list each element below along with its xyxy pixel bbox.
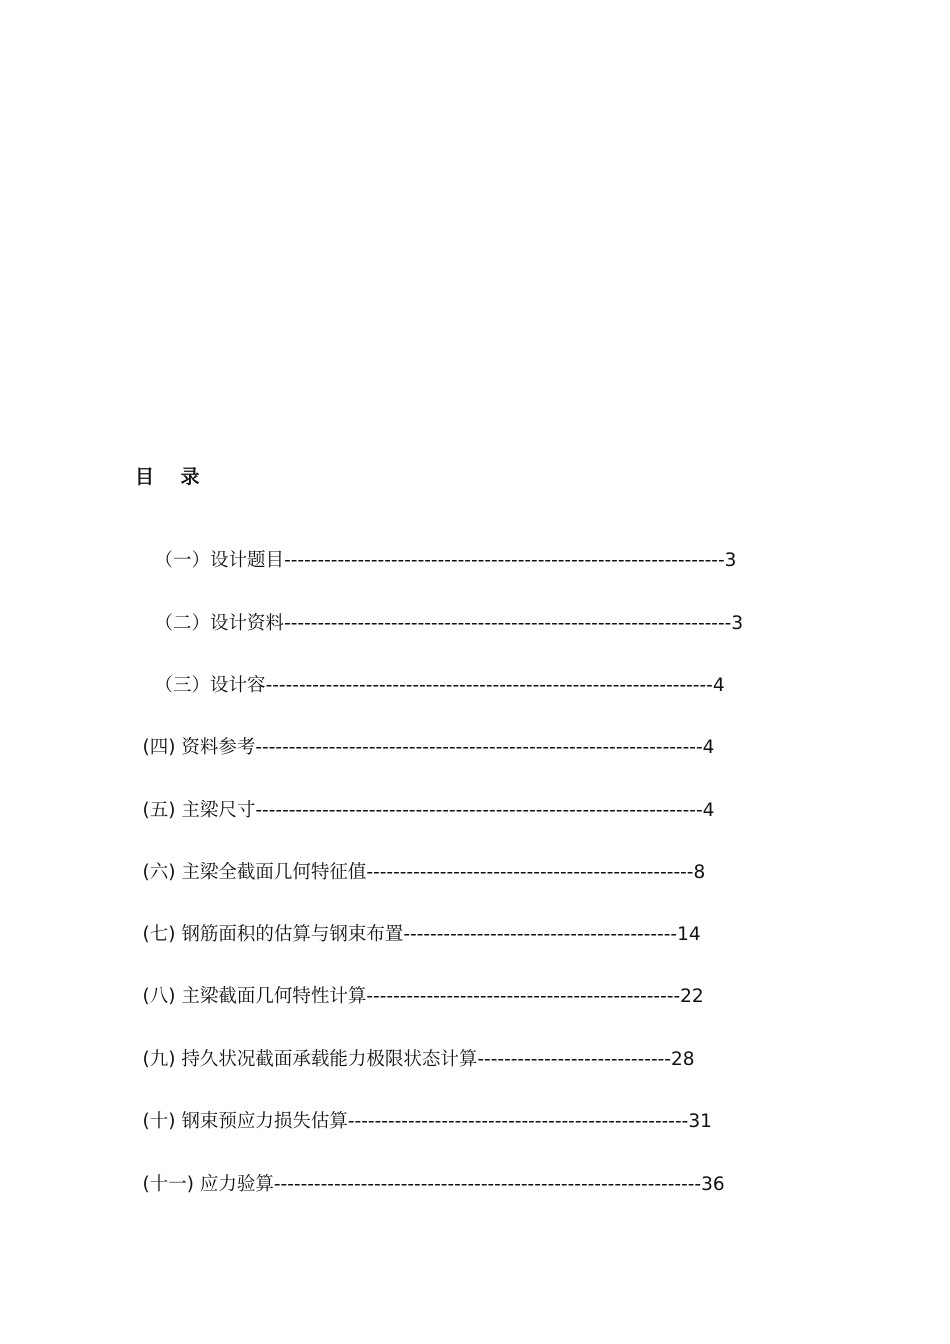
toc-entry-1[interactable] <box>131 525 736 597</box>
toc-leader-dots: ------------------------------------------------------------------- <box>255 737 703 758</box>
toc-entry-number: (十一) <box>142 1174 194 1195</box>
toc-page-number: 4 <box>702 800 715 821</box>
toc-entry-text: 应力验算 <box>199 1174 274 1195</box>
toc-entry-number: (十) <box>142 1111 176 1132</box>
toc-leader-dots: ----------------------------------------- <box>403 924 678 945</box>
toc-entry-text: 钢筋面积的估算与钢束布置 <box>181 924 404 945</box>
toc-page-number: 36 <box>701 1174 725 1195</box>
toc-leader-dots: ----------------------------- <box>477 1049 671 1070</box>
toc-entry-text: 资料参考 <box>181 737 256 758</box>
toc-entry-text: 设计资料 <box>210 613 285 634</box>
toc-entry-8[interactable] <box>119 961 704 1033</box>
toc-entry-text: 设计题目 <box>210 550 285 571</box>
toc-entry-11[interactable] <box>119 1149 725 1221</box>
toc-leader-dots: ----------------------------------------------- <box>366 986 681 1007</box>
toc-entry-number: (四) <box>142 737 176 758</box>
toc-page-number: 3 <box>731 613 744 634</box>
toc-leader-dots: --------------------------------------------------- <box>347 1111 689 1132</box>
toc-entry-number: (九) <box>142 1049 176 1070</box>
toc-leader-dots: ------------------------------------------------------------------- <box>265 675 713 696</box>
toc-entry-4[interactable] <box>119 712 714 784</box>
toc-entry-text: 主梁截面几何特性计算 <box>181 986 367 1007</box>
toc-entry-number: (七) <box>142 924 176 945</box>
toc-leader-dots: ------------------------------------------------------------------ <box>284 550 725 571</box>
toc-entry-number: (八) <box>142 986 176 1007</box>
toc-entry-10[interactable] <box>119 1086 712 1158</box>
toc-page-number: 4 <box>712 675 725 696</box>
toc-entry-number: (五) <box>142 800 176 821</box>
toc-entry-text: 主梁尺寸 <box>181 800 256 821</box>
toc-page-number: 4 <box>702 737 715 758</box>
toc-page-number: 22 <box>680 986 704 1007</box>
toc-entry-number: （三） <box>154 675 211 696</box>
toc-title: 目 录 <box>135 466 200 488</box>
toc-page-number: 3 <box>724 550 737 571</box>
toc-entry-text: 钢束预应力损失估算 <box>181 1111 348 1132</box>
toc-page-number: 28 <box>670 1049 695 1070</box>
toc-entry-number: （二） <box>154 613 211 634</box>
toc-entry-number: (六) <box>142 862 176 883</box>
toc-leader-dots: ------------------------------------------------- <box>366 862 694 883</box>
toc-leader-dots: ------------------------------------------------------------------- <box>284 613 732 634</box>
toc-page-number: 8 <box>693 862 706 883</box>
toc-entry-text: 主梁全截面几何特征值 <box>181 862 367 883</box>
toc-entry-text: 设计容 <box>210 675 266 696</box>
toc-entry-text: 持久状况截面承载能力极限状态计算 <box>181 1049 478 1070</box>
toc-leader-dots: ---------------------------------------------------------------- <box>273 1174 702 1195</box>
toc-leader-dots: ------------------------------------------------------------------- <box>255 800 703 821</box>
toc-page-number: 31 <box>688 1111 712 1132</box>
toc-entry-number: （一） <box>154 550 211 571</box>
toc-page-number: 14 <box>677 924 701 945</box>
